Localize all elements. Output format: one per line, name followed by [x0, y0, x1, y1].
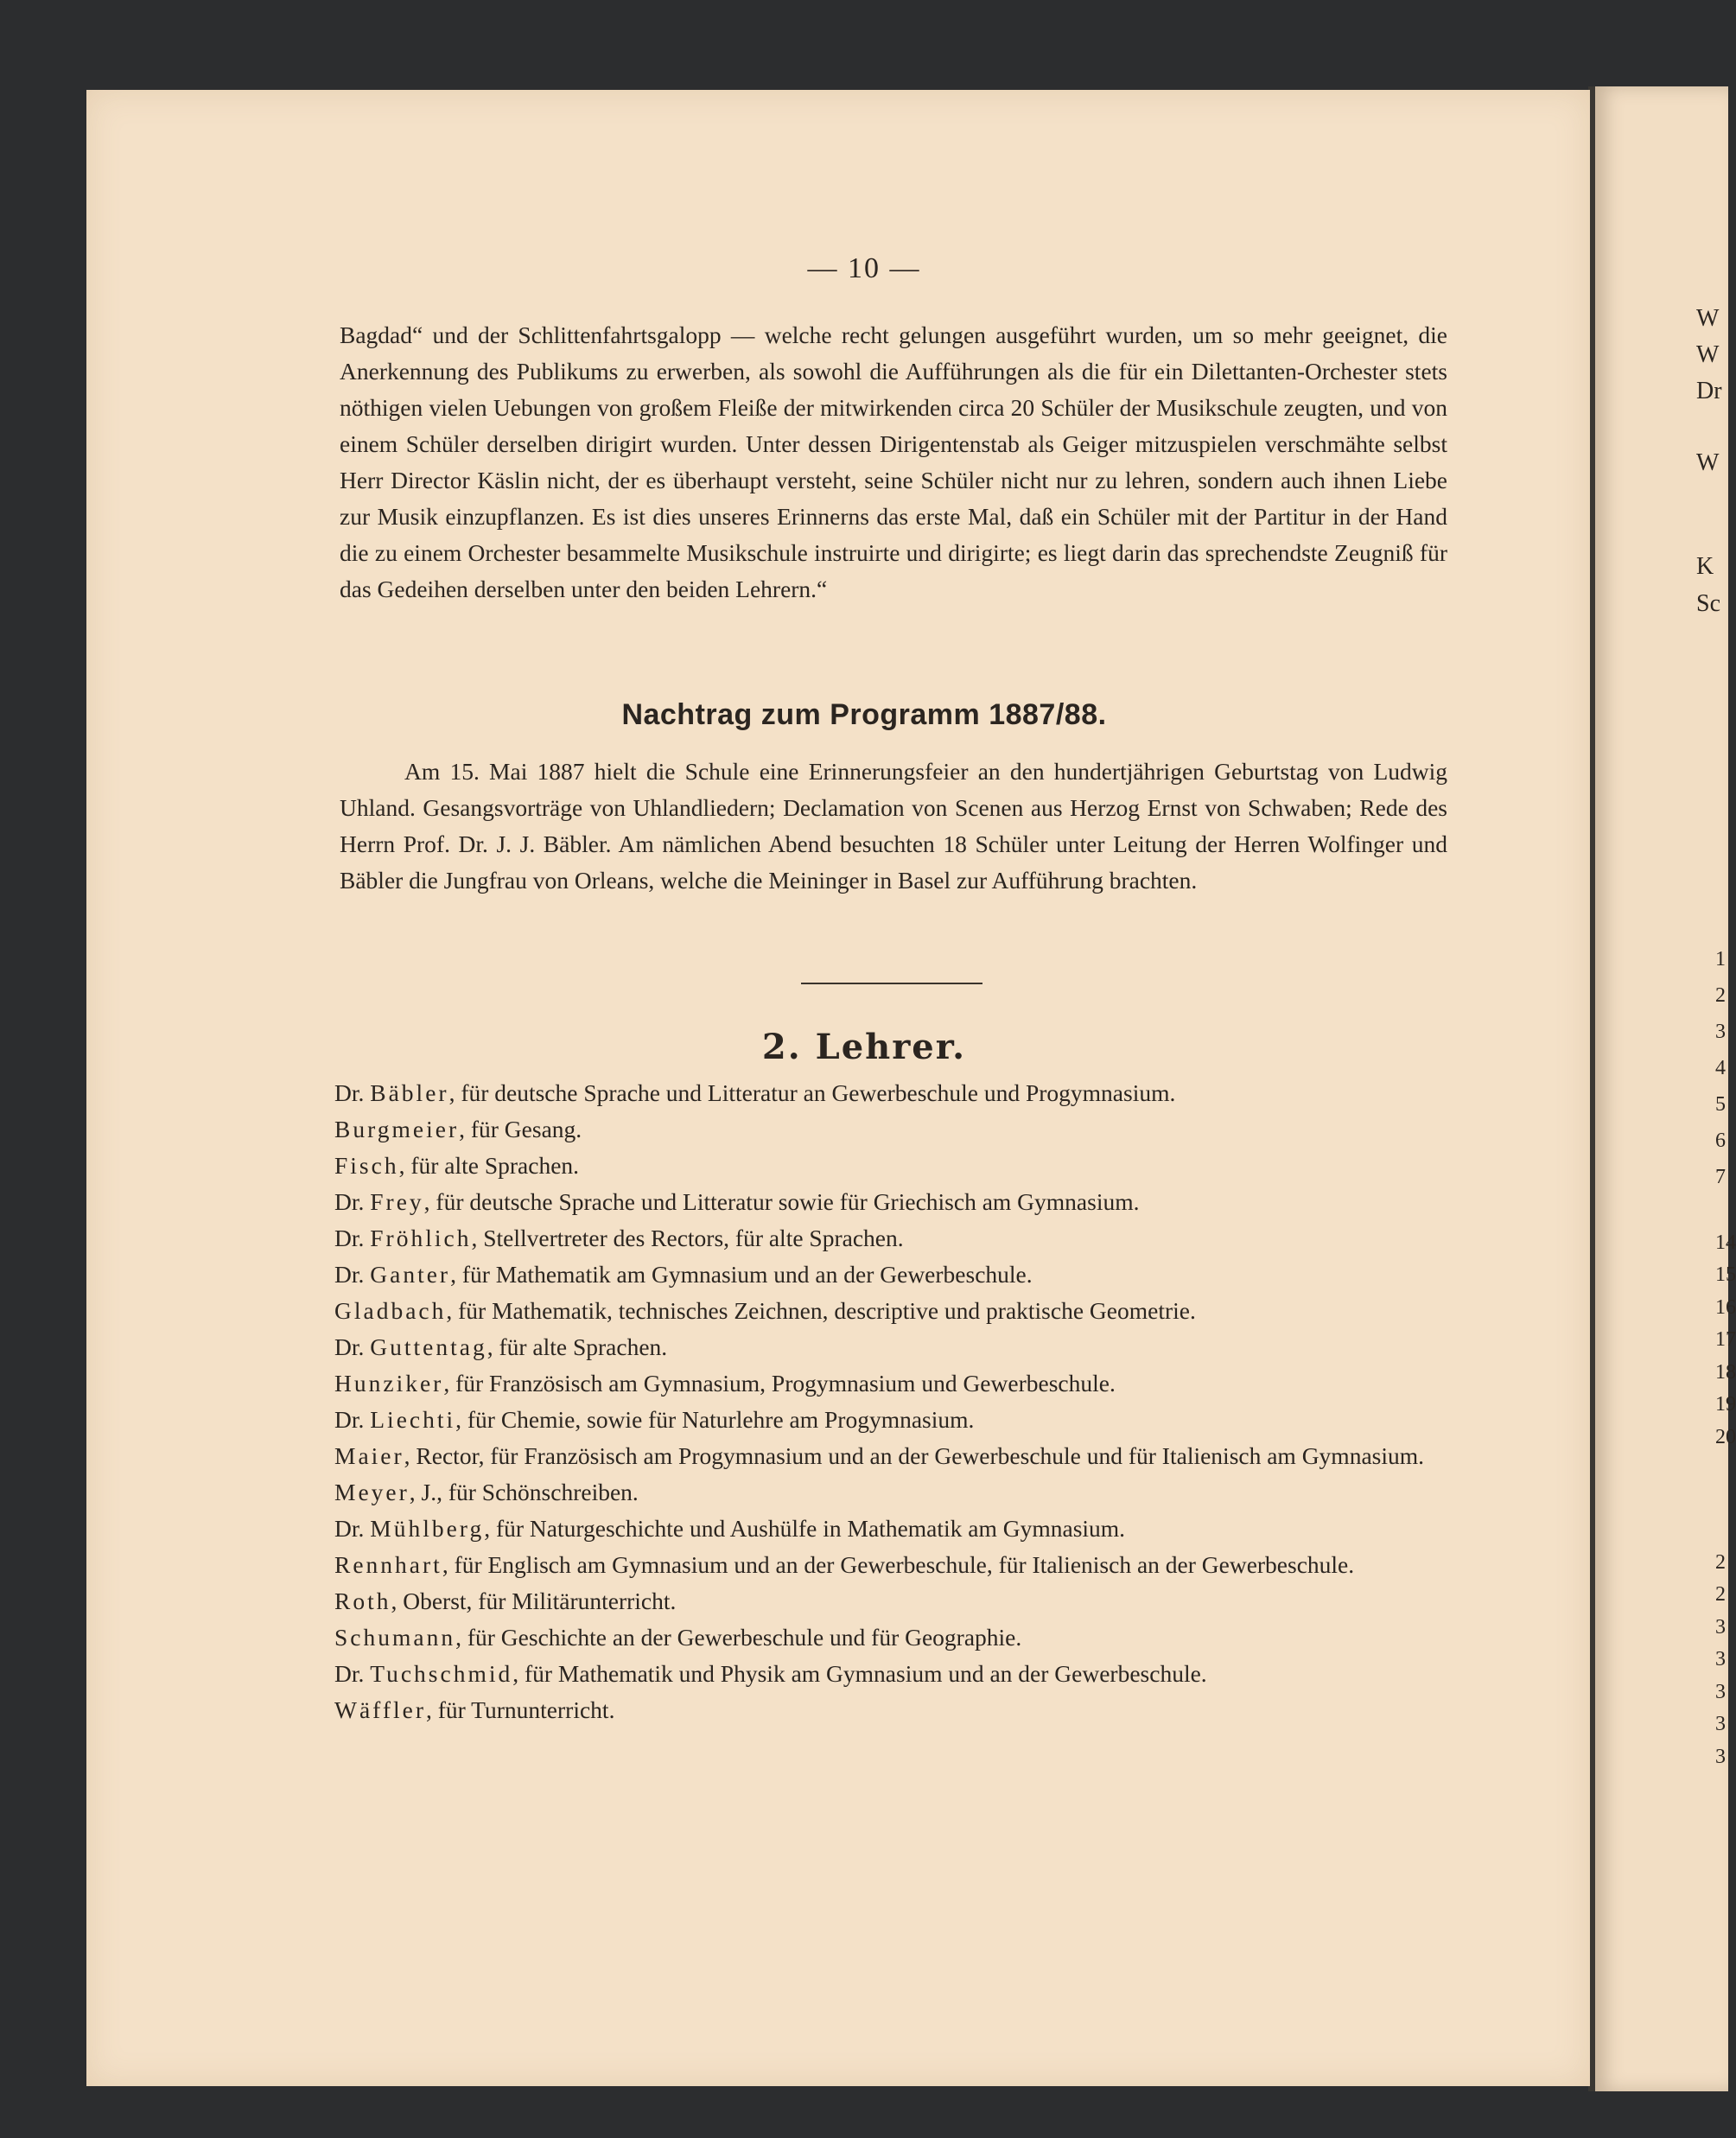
next-page-number: 15 — [1715, 1263, 1736, 1286]
teacher-entry — [334, 1511, 1458, 1547]
teacher-subjects: , für Mathematik am Gymnasium und an der Gewerbeschule. — [450, 1261, 1033, 1288]
next-page-number: 3 — [1715, 1616, 1726, 1638]
next-page-number: 4 — [1715, 1057, 1726, 1079]
teacher-title: Dr. — [334, 1188, 365, 1215]
teacher-subjects: , für Mathematik und Physik am Gymnasium und an der Gewerbeschule. — [512, 1660, 1207, 1687]
next-page-number: 17 — [1715, 1328, 1736, 1351]
teacher-subjects: , für Mathematik, technisches Zeichnen, descriptive und praktische Geometrie. — [446, 1297, 1196, 1324]
teacher-name: Ganter — [370, 1261, 451, 1288]
teacher-entry — [334, 1619, 1458, 1656]
teacher-entry — [334, 1656, 1458, 1692]
teacher-name: Wäffler — [334, 1696, 426, 1723]
nachtrag-paragraph: Am 15. Mai 1887 hielt die Schule eine Erinnerungsfeier an den hundertjährigen Geburtstag von Ludwig Uhland. Gesangsvorträge von Uhlandliedern; Declamation von Scenen aus Herzog Ernst von Schwaben; Rede des Herrn Prof. Dr. J. J. Bäbler. Am nämlichen Abend besuchten 18 Schüler unter Leitung der Herren Wolfinger und Bäbler die Jungfrau von Orleans, welche die Meininger in Basel zur Aufführung brachten. — [340, 758, 1447, 894]
teacher-entry — [334, 1257, 1458, 1293]
teacher-subjects: , für Naturgeschichte und Aushülfe in Mathematik am Gymnasium. — [484, 1515, 1126, 1542]
teacher-name: Guttentag — [370, 1333, 487, 1360]
teacher-entry — [334, 1692, 1458, 1728]
teacher-subjects: , Oberst, für Militärunterricht. — [391, 1588, 677, 1614]
teacher-name: Gladbach — [334, 1297, 447, 1324]
teacher-subjects: , Rector, für Französisch am Progymnasium und an der Gewerbeschule und für Italienisch am Gymnasium. — [404, 1442, 1425, 1469]
teacher-title: Dr. — [334, 1406, 365, 1433]
lehrer-heading: 2. Lehrer. — [761, 1027, 967, 1067]
next-page-number: 16 — [1715, 1296, 1736, 1319]
next-page-number: 3 — [1715, 1648, 1726, 1670]
next-page-letter: W — [1696, 341, 1720, 368]
next-page-number: 20 — [1715, 1426, 1736, 1448]
teacher-subjects: , Stellvertreter des Rectors, für alte Sprachen. — [471, 1225, 904, 1251]
teacher-title: Dr. — [334, 1225, 365, 1251]
next-page-number: 5 — [1715, 1093, 1726, 1116]
teacher-entry — [334, 1547, 1458, 1583]
teacher-title: Dr. — [334, 1333, 365, 1360]
teacher-name: Schumann — [334, 1624, 456, 1651]
teacher-title: Dr. — [334, 1079, 365, 1106]
next-page-number: 1 — [1715, 948, 1726, 970]
next-page-number: 2 — [1715, 1551, 1726, 1574]
next-page-number: 3 — [1715, 1681, 1726, 1703]
section-divider — [801, 983, 982, 984]
nachtrag-heading: Nachtrag zum Programm 1887/88. — [621, 698, 1107, 731]
next-page-letter: W — [1696, 305, 1720, 332]
teacher-subjects: , für Englisch am Gymnasium und an der Gewerbeschule, für Italienisch an der Gewerbeschule. — [442, 1551, 1355, 1578]
next-page-number: 19 — [1715, 1393, 1736, 1416]
teacher-subjects: , für deutsche Sprache und Litteratur an Gewerbeschule und Progymnasium. — [448, 1079, 1176, 1106]
teacher-entry — [334, 1402, 1458, 1438]
next-page-letter: W — [1696, 449, 1720, 476]
teacher-name: Meyer — [334, 1479, 410, 1505]
teacher-list — [334, 1075, 1458, 1728]
teacher-entry — [334, 1583, 1458, 1619]
teacher-entry — [334, 1075, 1458, 1111]
teacher-entry — [334, 1438, 1458, 1474]
teacher-name: Tuchschmid — [370, 1660, 513, 1687]
next-page-letter: Sc — [1696, 590, 1720, 617]
teacher-name: Mühlberg — [370, 1515, 485, 1542]
teacher-subjects: , für Turnunterricht. — [425, 1696, 615, 1723]
teacher-title: Dr. — [334, 1515, 365, 1542]
next-page-number: 18 — [1715, 1361, 1736, 1384]
page-number: — 10 — — [807, 252, 921, 284]
teacher-name: Hunziker — [334, 1370, 444, 1397]
intro-paragraph: Bagdad“ und der Schlittenfahrtsgalopp — welche recht gelungen ausgeführt wurden, um so mehr geeignet, die Anerkennung des Publikums zu erwerben, als sowohl die Aufführungen als die für ein Dilettanten-Orchester stets nöthigen vielen Uebungen von großem Fleiße der mitwirkenden circa 20 Schüler der Musikschule zeugten, und von einem Schüler derselben dirigirt wurden. Unter dessen Dirigentenstab als Geiger mitzuspielen verschmähte selbst Herr Director Käslin nicht, der es überhaupt versteht, seine Schüler nicht nur zu lehren, sondern auch ihnen Liebe zur Musik einzupflanzen. Es ist dies unseres Erinnerns das erste Mal, daß ein Schüler mit der Partitur in der Hand die zu einem Orchester besammelte Musikschule instruirte und dirigirte; es liegt darin das sprechendste Zeugniß für das Gedeihen derselben unter den beiden Lehrern.“ — [340, 321, 1447, 602]
teacher-entry — [334, 1474, 1458, 1511]
next-page-number: 3 — [1715, 1713, 1726, 1735]
teacher-entry — [334, 1220, 1458, 1257]
teacher-subjects: , für Chemie, sowie für Naturlehre am Progymnasium. — [455, 1406, 975, 1433]
teacher-name: Fröhlich — [370, 1225, 472, 1251]
teacher-title: Dr. — [334, 1660, 365, 1687]
teacher-subjects: , J., für Schönschreiben. — [409, 1479, 639, 1505]
next-page-number: 7 — [1715, 1166, 1726, 1188]
teacher-name: Maier — [334, 1442, 404, 1469]
teacher-name: Fisch — [334, 1152, 399, 1179]
teacher-entry — [334, 1329, 1458, 1365]
teacher-name: Bäbler — [370, 1079, 449, 1106]
next-page-letter: K — [1696, 553, 1714, 580]
teacher-subjects: , für Französisch am Gymnasium, Progymnasium und Gewerbeschule. — [443, 1370, 1116, 1397]
teacher-entry — [334, 1148, 1458, 1184]
next-page-number: 14 — [1715, 1231, 1736, 1254]
teacher-name: Liechti — [370, 1406, 456, 1433]
teacher-name: Frey — [370, 1188, 424, 1215]
teacher-subjects: , für Gesang. — [459, 1116, 582, 1142]
teacher-entry — [334, 1365, 1458, 1402]
teacher-name: Rennhart — [334, 1551, 442, 1578]
teacher-entry — [334, 1293, 1458, 1329]
teacher-entry — [334, 1111, 1458, 1148]
next-page-number: 3 — [1715, 1746, 1726, 1768]
teacher-title: Dr. — [334, 1261, 365, 1288]
teacher-subjects: , für alte Sprachen. — [486, 1333, 668, 1360]
next-page-number: 3 — [1715, 1021, 1726, 1043]
next-page-number: 2 — [1715, 984, 1726, 1007]
teacher-subjects: , für Geschichte an der Gewerbeschule und für Geographie. — [455, 1624, 1022, 1651]
teacher-subjects: , für alte Sprachen. — [398, 1152, 580, 1179]
intro-paragraph-block — [340, 317, 1447, 608]
next-page-number: 2 — [1715, 1583, 1726, 1606]
nachtrag-paragraph-block — [340, 754, 1447, 899]
teacher-name: Roth — [334, 1588, 391, 1614]
teacher-subjects: , für deutsche Sprache und Litteratur sowie für Griechisch am Gymnasium. — [423, 1188, 1140, 1215]
next-page-letter: Dr — [1696, 378, 1722, 404]
next-page-number: 6 — [1715, 1129, 1726, 1152]
teacher-entry — [334, 1184, 1458, 1220]
teacher-name: Burgmeier — [334, 1116, 460, 1142]
